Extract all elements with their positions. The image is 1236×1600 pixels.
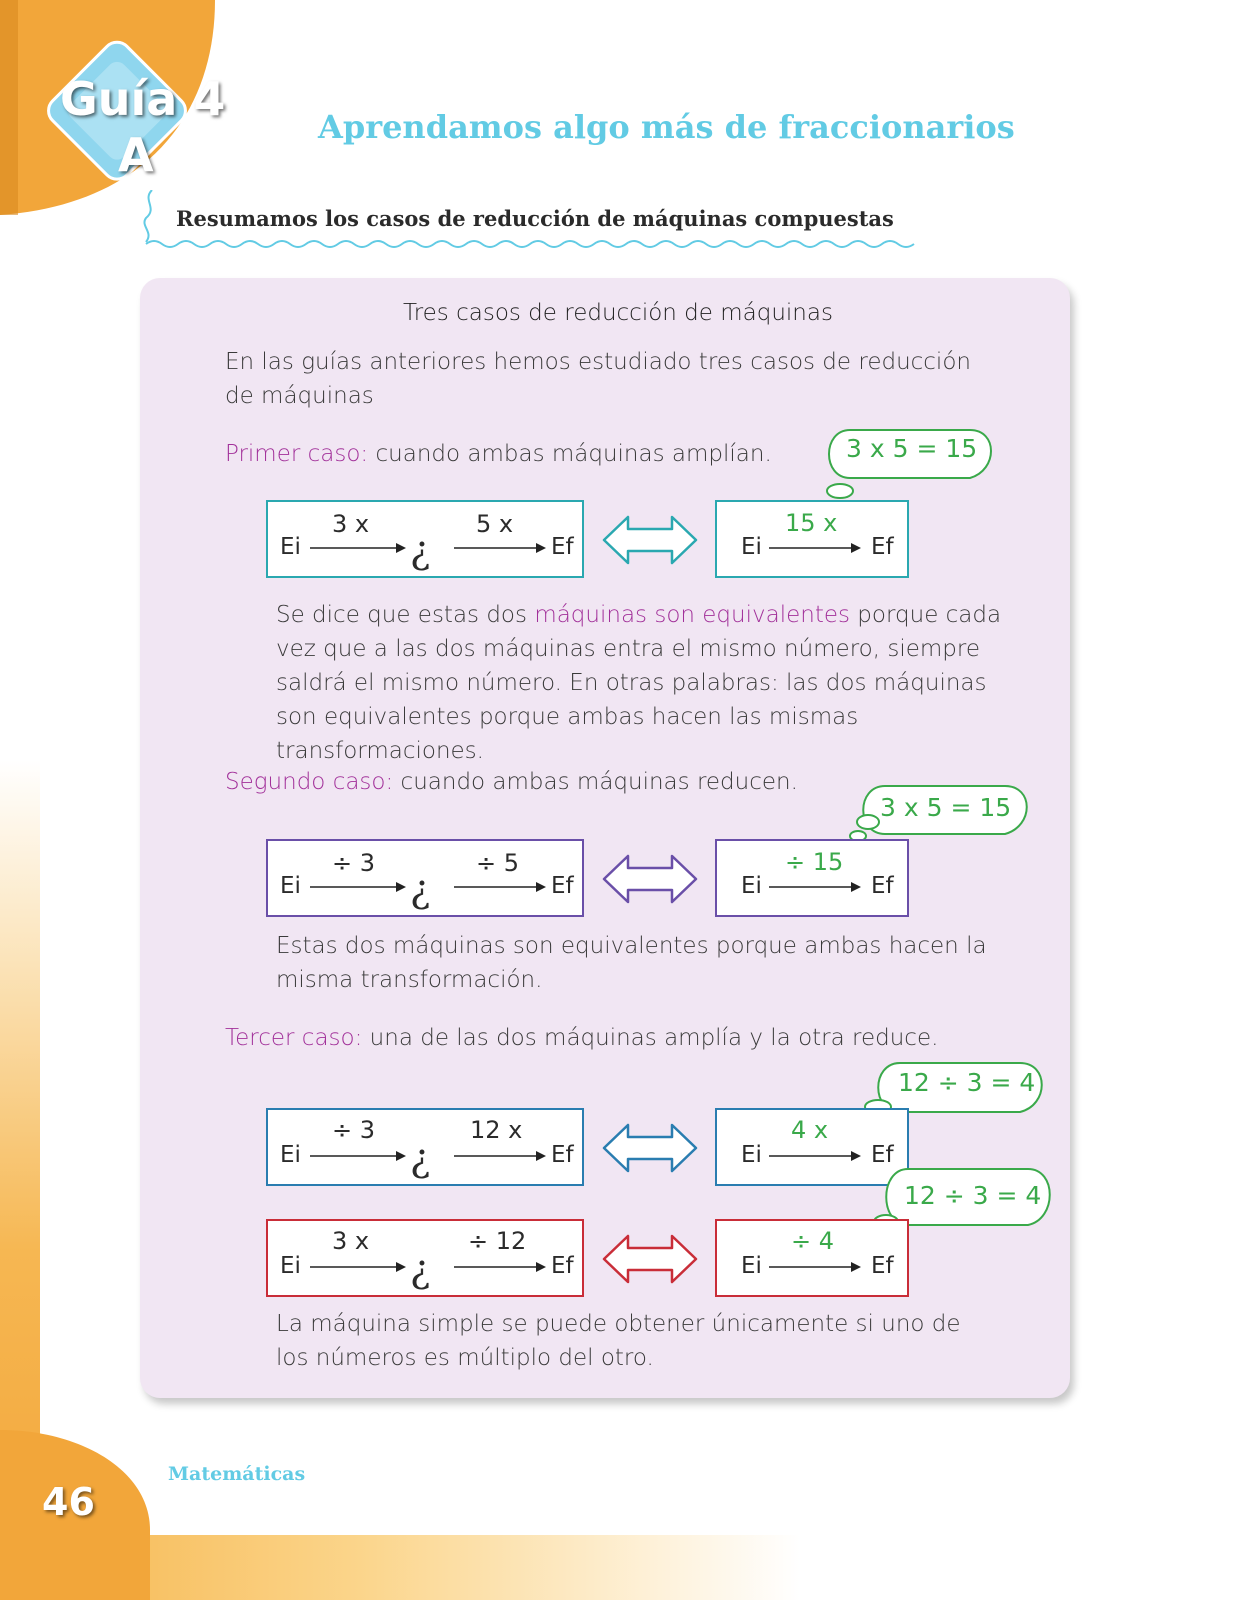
guide-letter: A — [118, 128, 154, 182]
ef-label: Ef — [871, 1142, 894, 1168]
arrows — [310, 1261, 550, 1273]
footer-subject: Matemáticas — [168, 1463, 306, 1485]
ef-label: Ef — [551, 1142, 574, 1168]
case2-heading-line — [225, 765, 798, 799]
case1-heading-line — [225, 437, 772, 471]
case3b-compound-machine — [266, 1219, 584, 1297]
case1-expl-highlight: máquinas son equivalentes — [534, 602, 850, 628]
case3a-compound-machine — [266, 1108, 584, 1186]
arrows — [310, 881, 550, 893]
case1-simple-machine — [715, 500, 909, 578]
case3a-op1: ÷ 3 — [332, 1116, 376, 1144]
case3a-equivalence-arrow — [602, 1122, 698, 1174]
case2-text: cuando ambas máquinas reducen. — [393, 769, 798, 795]
ei-label: Ei — [741, 534, 762, 560]
case1-expl-end: porque cada vez que a las dos máquinas entra el mismo número, siempre saldrá el mismo número. En otras palabras: las dos máquinas son equivalentes porque ambas hacen las mismas transformaciones. — [276, 602, 1002, 764]
case3-heading: Tercer caso: — [225, 1025, 363, 1051]
case3b-cloud-text: 12 ÷ 3 = 4 — [904, 1181, 1042, 1210]
ei-label: Ei — [280, 534, 301, 560]
case3-text: una de las dos máquinas amplía y la otra reduce. — [362, 1025, 939, 1051]
case1-heading: Primer caso: — [225, 441, 369, 467]
case2-heading: Segundo caso: — [225, 769, 394, 795]
arrow — [769, 542, 869, 554]
case3b-op2: ÷ 12 — [468, 1227, 527, 1255]
question-mark: ¿ — [410, 867, 431, 911]
case2-explanation: Estas dos máquinas son equivalentes porque ambas hacen la misma transformación. — [276, 933, 987, 993]
case1-equivalence-arrow — [602, 514, 698, 566]
ei-label: Ei — [741, 1142, 762, 1168]
case1-cloud-text: 3 x 5 = 15 — [846, 434, 978, 463]
arrow — [769, 1150, 869, 1162]
panel-title: Tres casos de reducción de máquinas — [403, 300, 833, 326]
case2-simple-machine — [715, 839, 909, 917]
case2-result: ÷ 15 — [785, 848, 844, 876]
ei-label: Ei — [741, 1253, 762, 1279]
case2-op2: ÷ 5 — [476, 849, 520, 877]
ef-label: Ef — [871, 1253, 894, 1279]
guide-number: Guía 4 — [60, 72, 226, 126]
ei-label: Ei — [280, 1142, 301, 1168]
question-mark: ¿ — [410, 1247, 431, 1291]
case1-result: 15 x — [785, 509, 838, 537]
arrows — [310, 1150, 550, 1162]
ef-label: Ef — [871, 534, 894, 560]
case3-explanation: La máquina simple se puede obtener únicamente si uno de los números es múltiplo del otro. — [276, 1311, 961, 1371]
case3-heading-line — [225, 1021, 938, 1055]
ef-label: Ef — [551, 534, 574, 560]
case3b-simple-machine — [715, 1219, 909, 1297]
case3a-cloud-text: 12 ÷ 3 = 4 — [898, 1068, 1036, 1097]
case3b-equivalence-arrow — [602, 1233, 698, 1285]
case3a-op2: 12 x — [470, 1116, 523, 1144]
intro-text: En las guías anteriores hemos estudiado tres casos de reducción de máquinas — [225, 349, 971, 409]
case1-explanation — [276, 598, 1026, 768]
case3b-op1: 3 x — [332, 1227, 370, 1255]
case1-compound-machine — [266, 500, 584, 578]
ef-label: Ef — [551, 1253, 574, 1279]
case1-text: cuando ambas máquinas amplían. — [368, 441, 772, 467]
page-title: Aprendamos algo más de fraccionarios — [318, 108, 1015, 146]
case1-op2: 5 x — [476, 510, 514, 538]
arrows — [310, 542, 550, 554]
arrow — [769, 881, 869, 893]
case1-expl-start: Se dice que estas dos — [276, 602, 535, 628]
ei-label: Ei — [741, 873, 762, 899]
section-title: Resumamos los casos de reducción de máquinas compuestas — [176, 206, 894, 231]
question-mark: ¿ — [410, 528, 431, 572]
ei-label: Ei — [280, 1253, 301, 1279]
page-number: 46 — [42, 1480, 95, 1524]
case2-op1: ÷ 3 — [332, 849, 376, 877]
arrow — [769, 1261, 869, 1273]
case2-cloud-text: 3 x 5 = 15 — [880, 793, 1012, 822]
case3a-result: 4 x — [791, 1116, 829, 1144]
case3b-result: ÷ 4 — [791, 1227, 835, 1255]
case2-equivalence-arrow — [602, 853, 698, 905]
question-mark: ¿ — [410, 1136, 431, 1180]
ef-label: Ef — [551, 873, 574, 899]
ef-label: Ef — [871, 873, 894, 899]
case1-op1: 3 x — [332, 510, 370, 538]
ei-label: Ei — [280, 873, 301, 899]
case2-compound-machine — [266, 839, 584, 917]
